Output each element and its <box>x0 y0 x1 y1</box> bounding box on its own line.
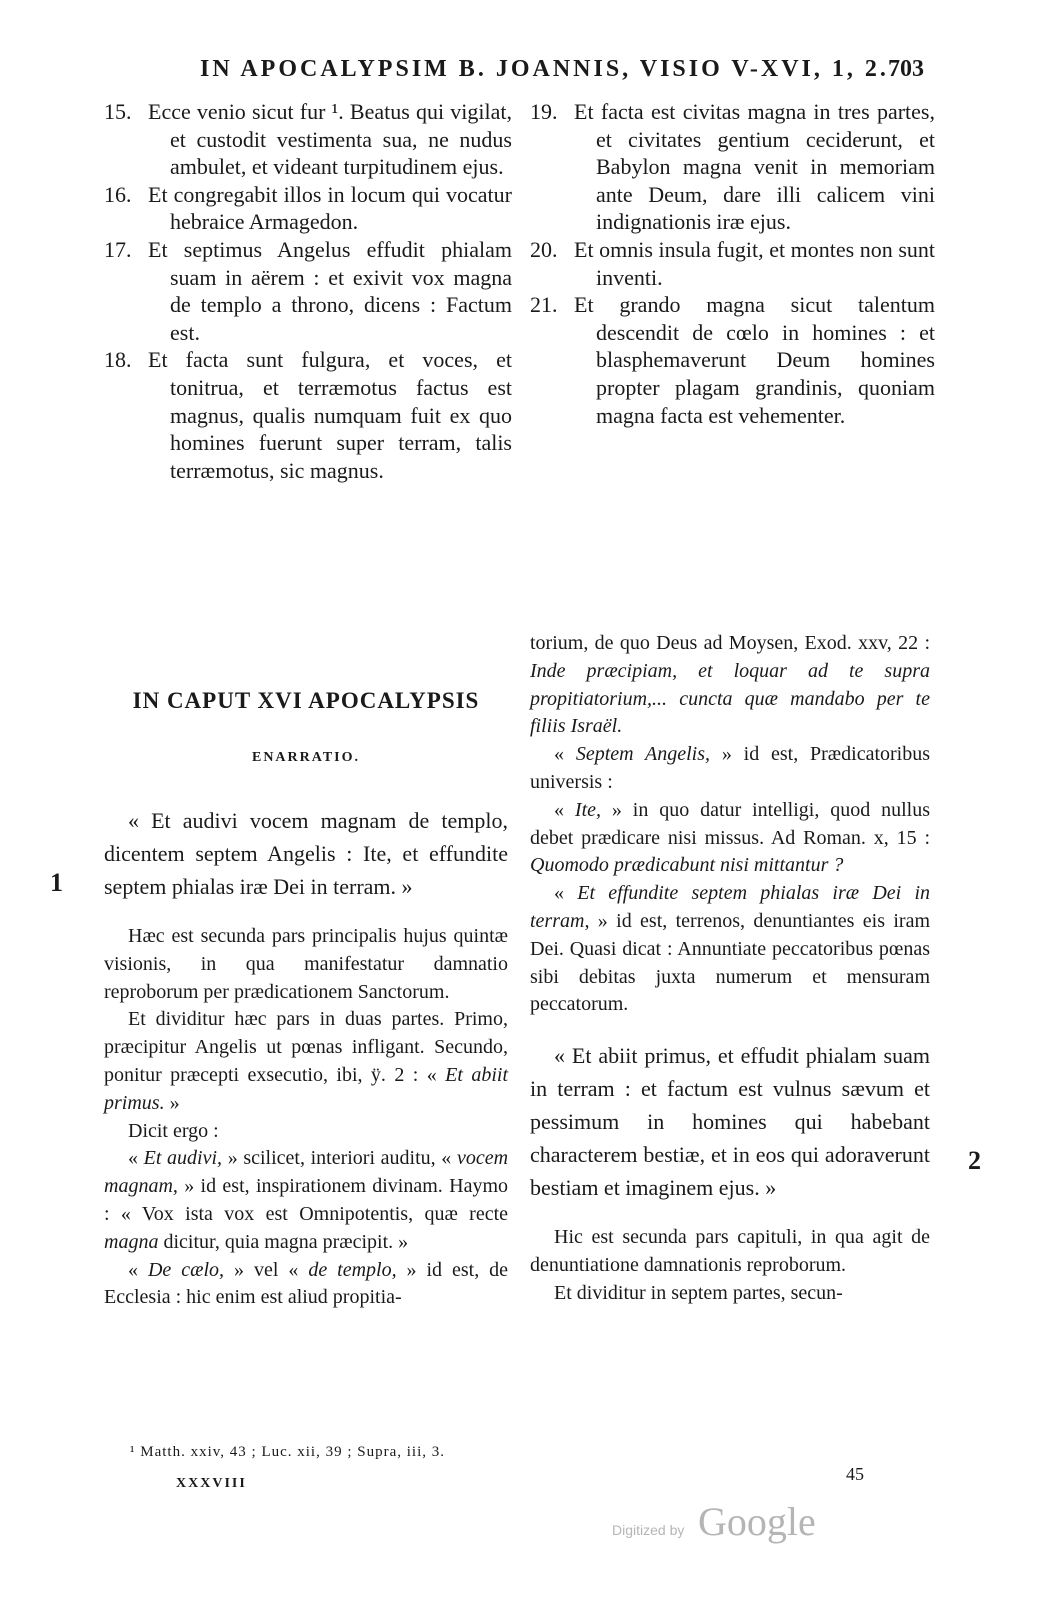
right-column <box>530 630 930 1308</box>
verse-text: Et septimus Angelus effudit phialam suam in aërem : et exivit vox magna de templo a throno, dicens : Factum est. <box>148 236 512 345</box>
verse-20 <box>530 236 935 291</box>
verse-text: Et grando magna sicut talentum descendit de cœlo in homines : et blasphemaverunt Deum homines propter plagam grandinis, quoniam magna facta est vehementer. <box>574 292 935 428</box>
paragraph: Et dividitur in septem partes, secun- <box>554 1281 843 1304</box>
margin-verse-marker-2: 2 <box>968 1146 981 1175</box>
page-number: 703 <box>888 56 924 82</box>
verse-number: 19. <box>530 99 558 124</box>
verse-text: Et congregabit illos in locum qui vocatur hebraice Armagedon. <box>148 181 512 235</box>
google-logo: Google <box>698 1499 816 1544</box>
verse-18 <box>104 346 512 484</box>
paragraph: « De cælo, » vel « de templo, » id est, de Ecclesia : hic enim est aliud propitia- <box>104 1258 509 1309</box>
verse-text: Ecce venio sicut fur ¹. Beatus qui vigilat, et custodit vestimenta sua, ne nudus ambulet, et videant turpitudinem ejus. <box>148 99 512 180</box>
signature-number: 45 <box>846 1464 864 1484</box>
paragraph: « Septem Angelis, » id est, Prædicatoribus universis : <box>530 743 931 793</box>
running-head: IN APOCALYPSIM B. JOANNIS, VISIO V-XVI, 1, 2. <box>200 56 889 82</box>
verse-15 <box>104 98 512 181</box>
verse-number: 18. <box>104 347 132 373</box>
paragraph: « Et audivi, » scilicet, interiori auditu, « vocem magnam, » id est, inspirationem divinam. Haymo : « Vox ista vox est Omnipotentis, quæ recte magna dicitur, quia magna præcipit. » <box>104 1147 509 1253</box>
margin-verse-marker-1: 1 <box>50 868 63 897</box>
section-title: IN CAPUT XVI APOCALYPSIS <box>132 688 480 713</box>
paragraph: « Et effundite septem phialas iræ Dei in terram, » id est, terrenos, denuntiantes eis iram Dei. Quasi dicat : Annuntiate peccatoribus pœnas sibi debitas juxta numerum et mensuram peccatorum. <box>530 882 930 1016</box>
left-column <box>104 804 508 1312</box>
verse-text: Et facta est civitas magna in tres partes, et civitates gentium ceciderunt, et Babylon magna venit in memoriam ante Deum, dare illi calicem vini indignationis iræ ejus. <box>574 99 935 235</box>
section-subtitle: ENARRATIO. <box>251 750 361 765</box>
paragraph: Hic est secunda pars capituli, in qua agit de denuntiatione damnationis reproborum. <box>530 1226 930 1276</box>
digitized-label: Digitized by <box>612 1522 685 1538</box>
paragraph: Dicit ergo : <box>128 1119 219 1142</box>
verses-left <box>104 98 512 484</box>
paragraph: Et dividitur hæc pars in duas partes. Primo, præcipitur Angelis ut pœnas infligant. Secundo, ponitur præcepti exsecutio, ibi, ÿ. 2 : « Et abiit primus. » <box>104 1008 508 1114</box>
verse-number: 20. <box>530 236 558 262</box>
verses-right <box>530 98 935 429</box>
verse-quote: « Et audivi vocem magnam de templo, dicentem septem Angelis : Ite, et effundite septem phialas iræ Dei in terram. » <box>104 808 508 899</box>
verse-text: Et facta sunt fulgura, et voces, et tonitrua, et terræmotus factus est magnus, qualis numquam fuit ex quo homines fuerunt super terram, talis terræmotus, sic magnus. <box>148 347 512 483</box>
verse-number: 21. <box>530 292 558 318</box>
digitized-by-google-watermark <box>612 1500 832 1550</box>
verse-number: 17. <box>104 236 132 262</box>
page-header <box>0 48 1063 88</box>
paragraph: Hæc est secunda pars principalis hujus quintæ visionis, in qua manifestatur damnatio reproborum per prædicationem Sanctorum. <box>104 925 508 1003</box>
verse-17 <box>104 236 512 346</box>
verse-16 <box>104 181 512 236</box>
paragraph: torium, de quo Deus ad Moysen, Exod. xxv, 22 : Inde præcipiam, et loquar ad te supra propitiatorium,... cuncta quæ mandabo per te filiis Israël. <box>530 632 930 738</box>
verse-19 <box>530 98 935 236</box>
printer-signature: XXXVIII <box>176 1476 247 1491</box>
verse-number: 15. <box>104 99 132 124</box>
verse-number: 16. <box>104 181 132 207</box>
verse-quote: « Et abiit primus, et effudit phialam suam in terram : et factum est vulnus sævum et pessimum in homines qui habebant characterem bestiæ, et in eos qui adoraverunt bestiam et imaginem ejus. » <box>530 1043 930 1201</box>
footnote: ¹ Matth. xxiv, 43 ; Luc. xii, 39 ; Supra, iii, 3. <box>130 1444 446 1460</box>
verse-text: Et omnis insula fugit, et montes non sunt inventi. <box>574 236 935 290</box>
paragraph: « Ite, » in quo datur intelligi, quod nullus debet prædicare nisi missus. Ad Roman. x, 15 : Quomodo prædicabunt nisi mittantur ? <box>530 798 931 877</box>
verse-21 <box>530 291 935 429</box>
